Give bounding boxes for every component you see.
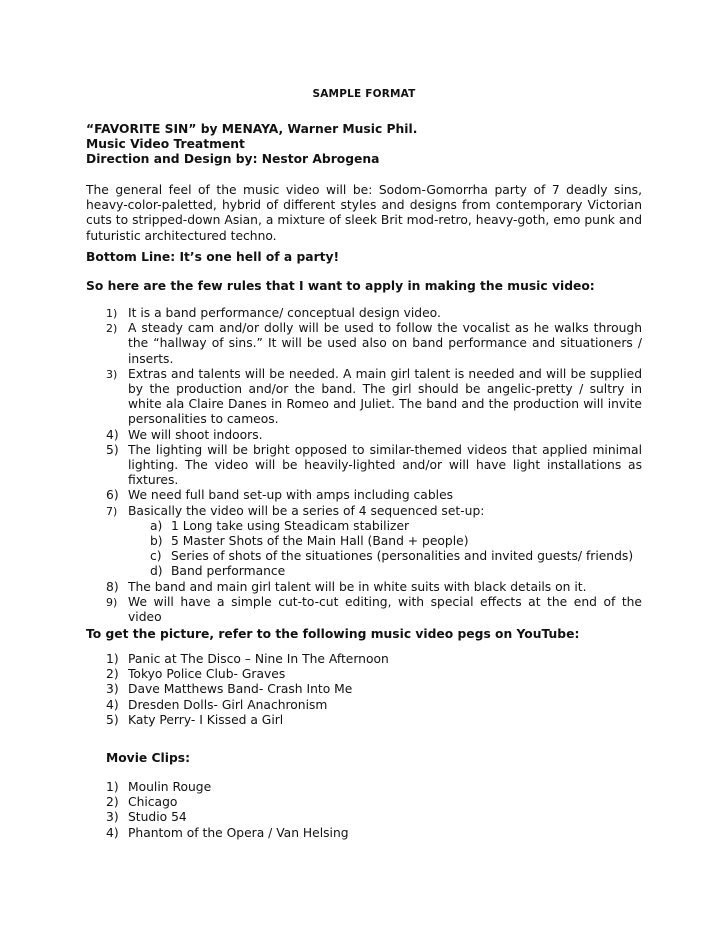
list-text: Extras and talents will be needed. A main girl talent is needed and will be supplied by the production and/or the band. The girl should be angelic-pretty / sultry in white ala Claire Danes in Romeo and Juliet. The band and the production will invite personalities to cameos.: [128, 366, 642, 427]
list-text: The lighting will be bright opposed to similar-themed videos that applied minimal lighting. The video will be heavily-lighted and/or will have light installations as fixtures.: [128, 442, 642, 488]
list-number: 5): [106, 442, 119, 457]
sublist-text: Band performance: [171, 564, 286, 579]
list-number: 2): [106, 322, 118, 336]
list-number: 5): [106, 712, 119, 727]
sublist-letter: a): [150, 518, 163, 533]
list-text: We need full band set-up with amps including cables: [128, 488, 454, 503]
list-text: The band and main girl talent will be in white suits with black details on it.: [128, 579, 587, 594]
list-number: 1): [106, 652, 119, 666]
pegs-heading: To get the picture, refer to the following music video pegs on YouTube:: [86, 627, 580, 641]
sublist-item: [86, 519, 642, 534]
list-number: 3): [106, 810, 119, 825]
director-credit: Direction and Design by: Nestor Abrogena: [86, 152, 380, 167]
list-text: Dresden Dolls- Girl Anachronism: [128, 697, 328, 712]
intro-paragraph: The general feel of the music video will be: Sodom-Gomorrha party of 7 deadly sins, heavy-color-paletted, hybrid of different styles and designs from contemporary Victorian cuts to stripped-down Asian, a mixture of sleek Brit mod-retro, heavy-goth, emo punk and futuristic architectured techno.: [86, 183, 642, 243]
list-number: 6): [106, 488, 119, 503]
list-item: [86, 652, 642, 667]
list-number: 4): [106, 427, 119, 442]
list-number: 4): [106, 697, 119, 712]
list-text: Moulin Rouge: [128, 780, 212, 794]
list-item: [86, 321, 642, 367]
movie-clips-list: [86, 780, 642, 841]
rules-heading: So here are the few rules that I want to apply in making the music video:: [86, 279, 595, 293]
rules-list: [86, 306, 642, 625]
pegs-list: [86, 652, 642, 728]
list-number: 3): [106, 367, 118, 381]
list-text: It is a band performance/ conceptual design video.: [128, 306, 441, 320]
list-text: We will have a simple cut-to-cut editing, with special effects at the end of the video: [128, 594, 642, 625]
list-text: A steady cam and/or dolly will be used to follow the vocalist as he walks through the “hallway of sins.” It will be used also on band performance and situationers / inserts.: [128, 321, 642, 366]
list-item: [86, 595, 642, 625]
sample-format-heading: SAMPLE FORMAT: [312, 88, 416, 100]
list-item: [86, 367, 642, 428]
list-item: [86, 713, 642, 728]
list-text: Chicago: [128, 795, 178, 810]
list-text: Dave Matthews Band- Crash Into Me: [128, 682, 353, 697]
list-text: Tokyo Police Club- Graves: [128, 667, 286, 682]
sublist-letter: d): [150, 564, 163, 579]
list-item: [86, 682, 642, 697]
list-item: [86, 488, 642, 503]
list-item: [86, 698, 642, 713]
list-text: We will shoot indoors.: [128, 427, 263, 442]
list-number: 1): [106, 307, 118, 320]
list-text: Katy Perry- I Kissed a Girl: [128, 712, 284, 727]
document-type: Music Video Treatment: [86, 137, 245, 152]
list-number: 2): [106, 795, 119, 810]
sublist-item: [86, 549, 642, 564]
movie-clips-heading: Movie Clips:: [106, 751, 191, 765]
sublist-letter: c): [150, 549, 162, 564]
list-number: 9): [106, 595, 118, 609]
list-number: 4): [106, 825, 119, 840]
list-number: 8): [106, 579, 119, 594]
list-text: Phantom of the Opera / Van Helsing: [128, 825, 349, 840]
title-block: [86, 122, 642, 168]
sublist-text: 5 Master Shots of the Main Hall (Band + people): [171, 534, 469, 549]
sublist-text: 1 Long take using Steadicam stabilizer: [171, 518, 410, 533]
list-item: [86, 428, 642, 443]
list-text: Basically the video will be a series of 4 sequenced set-up:: [128, 503, 485, 518]
list-number: 3): [106, 682, 119, 697]
list-item: [86, 443, 642, 489]
song-title: “FAVORITE SIN” by MENAYA, Warner Music Phil.: [86, 122, 418, 136]
sublist-letter: b): [150, 534, 163, 549]
list-number: 7): [106, 504, 118, 518]
list-item: [86, 810, 642, 825]
list-item: [86, 306, 642, 321]
list-number: 1): [106, 780, 119, 794]
list-item: [86, 504, 642, 519]
sublist-item: [86, 534, 642, 549]
list-item: [86, 580, 642, 595]
list-item: [86, 667, 642, 682]
list-text: Panic at The Disco – Nine In The Afternoon: [128, 652, 389, 666]
list-item: [86, 780, 642, 795]
list-item: [86, 795, 642, 810]
sublist-item: [86, 564, 642, 579]
list-text: Studio 54: [128, 810, 187, 825]
list-number: 2): [106, 667, 119, 682]
list-item: [86, 826, 642, 841]
bottom-line: Bottom Line: It’s one hell of a party!: [86, 250, 340, 264]
sublist-text: Series of shots of the situationes (personalities and invited guests/ friends): [171, 549, 634, 564]
